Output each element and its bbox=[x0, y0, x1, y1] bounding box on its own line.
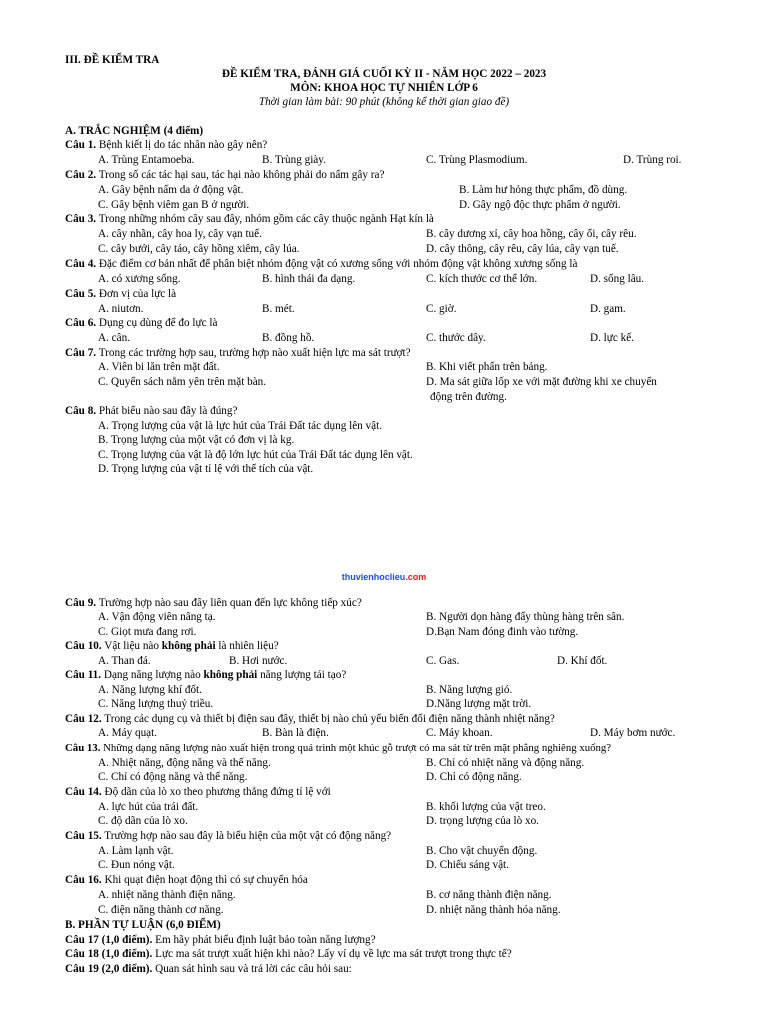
exam-title: ĐỀ KIỂM TRA, ĐÁNH GIÁ CUỐI KỲ II - NĂM HỌC 2022 – 2023 bbox=[221, 68, 547, 80]
q11-option-c: C. Năng lượng thuỷ triều. bbox=[98, 698, 214, 710]
watermark-link[interactable] bbox=[0, 571, 768, 584]
part-a-heading: A. TRẮC NGHIỆM (4 điểm) bbox=[65, 125, 204, 137]
q15-option-d: D. Chiếu sáng vật. bbox=[426, 859, 509, 871]
q3-option-d: D. cây thông, cây rêu, cây lúa, cây vạn tuế. bbox=[426, 243, 619, 255]
q11-option-b: B. Năng lượng gió. bbox=[426, 684, 513, 696]
q16-option-b: B. cơ năng thành điện năng. bbox=[426, 889, 552, 901]
q8-option-b: B. Trọng lượng của một vật có đơn vị là kg. bbox=[98, 434, 295, 446]
q4-option-a: A. có xương sống. bbox=[98, 273, 181, 285]
q8-option-d: D. Trọng lượng của vật tỉ lệ với thể tích của vật. bbox=[98, 463, 314, 475]
q9-option-d: D.Bạn Nam đóng đinh vào tường. bbox=[426, 626, 579, 638]
q16-option-d: D. nhiệt năng thành hóa năng. bbox=[426, 904, 561, 916]
q2-option-b: B. Làm hư hỏng thực phẩm, đồ dùng. bbox=[459, 184, 628, 196]
watermark-part2: .com bbox=[405, 572, 427, 582]
q2-option-c: C. Gây bệnh viêm gan B ở người. bbox=[98, 199, 250, 211]
q14-option-b: B. khối lượng của vật treo. bbox=[426, 801, 546, 813]
q11-option-d: D.Năng lượng mặt trời. bbox=[426, 698, 532, 710]
q1-option-b: B. Trùng giày. bbox=[262, 154, 326, 166]
q6-option-b: B. đồng hồ. bbox=[262, 332, 315, 344]
q10-option-b: B. Hơi nước. bbox=[229, 655, 288, 667]
part-b-heading: B. PHẦN TỰ LUẬN (6,0 ĐIỂM) bbox=[65, 919, 221, 931]
q10-option-c: C. Gas. bbox=[426, 655, 460, 667]
section-heading: III. ĐỀ KIỂM TRA bbox=[65, 54, 160, 66]
question-17: Câu 17 (1,0 điểm). Em hãy phát biểu định luật bảo toàn năng lượng? bbox=[65, 934, 376, 946]
question-18: Câu 18 (1,0 điểm). Lực ma sát trượt xuất hiện khi nào? Lấy ví dụ về lực ma sát trượt trong thực tế? bbox=[65, 948, 512, 960]
question-6: Câu 6. Dụng cụ dùng để đo lực là bbox=[65, 317, 218, 329]
q1-option-d: D. Trùng roi. bbox=[623, 154, 682, 166]
q15-option-b: B. Cho vật chuyển động. bbox=[426, 845, 538, 857]
question-9: Câu 9. Trường hợp nào sau đây liên quan đến lực không tiếp xúc? bbox=[65, 597, 362, 609]
q12-option-c: C. Máy khoan. bbox=[426, 727, 493, 739]
question-11: Câu 11. Dạng năng lượng nào không phải năng lượng tái tạo? bbox=[65, 669, 347, 681]
exam-time: Thời gian làm bài: 90 phút (không kể thời gian giao đề) bbox=[258, 96, 510, 108]
q7-option-b: B. Khi viết phấn trên bảng. bbox=[426, 361, 548, 373]
q4-option-c: C. kích thước cơ thể lớn. bbox=[426, 273, 538, 285]
q9-option-c: C. Giọt mưa đang rơi. bbox=[98, 626, 197, 638]
q10-option-d: D. Khí đốt. bbox=[557, 655, 608, 667]
q4-option-d: D. sống lâu. bbox=[590, 273, 645, 285]
q16-option-a: A. nhiệt năng thành điện năng. bbox=[98, 889, 236, 901]
q5-option-b: B. mét. bbox=[262, 303, 295, 315]
q13-option-a: A. Nhiệt năng, động năng và thế năng. bbox=[98, 757, 271, 769]
q12-option-b: B. Bàn là điện. bbox=[262, 727, 329, 739]
q6-option-c: C. thước dây. bbox=[426, 332, 486, 344]
q14-option-c: C. độ dãn của lò xo. bbox=[98, 815, 188, 827]
q3-option-a: A. cây nhãn, cây hoa ly, cây vạn tuế. bbox=[98, 228, 262, 240]
question-10: Câu 10. Vật liệu nào không phải là nhiên liệu? bbox=[65, 640, 279, 652]
q6-option-a: A. cân. bbox=[98, 332, 130, 344]
exam-subject: MÔN: KHOA HỌC TỰ NHIÊN LỚP 6 bbox=[290, 82, 478, 94]
q10-option-a: A. Than đá. bbox=[98, 655, 151, 667]
question-1: Câu 1. Bệnh kiết lị do tác nhân nào gây nên? bbox=[65, 139, 268, 151]
q5-option-c: C. giờ. bbox=[426, 303, 457, 315]
q9-option-a: A. Vận động viên nâng tạ. bbox=[98, 611, 216, 623]
q13-option-b: B. Chỉ có nhiệt năng và động năng. bbox=[426, 757, 585, 769]
q15-option-c: C. Đun nóng vật. bbox=[98, 859, 175, 871]
q1-option-a: A. Trùng Entamoeba. bbox=[98, 154, 195, 166]
question-13: Câu 13. Những dạng năng lượng nào xuất hiện trong quá trình một khúc gỗ trượt có ma sát từ trên mặt phẳng nghiêng xuống? bbox=[65, 742, 612, 754]
q6-option-d: D. lực kế. bbox=[590, 332, 634, 344]
q4-option-b: B. hình thái đa dạng. bbox=[262, 273, 356, 285]
q12-option-a: A. Máy quạt. bbox=[98, 727, 158, 739]
question-12: Câu 12. Trong các dụng cụ và thiết bị điện sau đây, thiết bị nào chủ yếu biến đổi điện năng thành nhiệt năng? bbox=[65, 713, 555, 725]
watermark-part1: thuvienhoclieu bbox=[341, 572, 406, 582]
q7-option-d-cont: động trên đường. bbox=[430, 391, 507, 403]
q13-option-c: C. Chỉ có động năng và thế năng. bbox=[98, 771, 248, 783]
question-8: Câu 8. Phát biểu nào sau đây là đúng? bbox=[65, 405, 238, 417]
q14-option-d: D. trọng lượng của lò xo. bbox=[426, 815, 539, 827]
question-15: Câu 15. Trường hợp nào sau đây là biểu hiện của một vật có động năng? bbox=[65, 830, 392, 842]
q2-option-d: D. Gây ngộ độc thực phẩm ở người. bbox=[459, 199, 621, 211]
question-19: Câu 19 (2,0 điểm). Quan sát hình sau và trả lời các câu hỏi sau: bbox=[65, 963, 352, 975]
question-7: Câu 7. Trong các trường hợp sau, trường hợp nào xuất hiện lực ma sát trượt? bbox=[65, 347, 411, 359]
q8-option-c: C. Trọng lượng của vật là độ lớn lực hút của Trái Đất tác dụng lên vật. bbox=[98, 449, 413, 461]
q2-option-a: A. Gây bệnh nấm da ở động vật. bbox=[98, 184, 244, 196]
q12-option-d: D. Máy bơm nước. bbox=[590, 727, 676, 739]
q16-option-c: C. điện năng thành cơ năng. bbox=[98, 904, 224, 916]
q7-option-d: D. Ma sát giữa lốp xe với mặt đường khi xe chuyển bbox=[426, 376, 657, 388]
question-14: Câu 14. Độ dãn của lò xo theo phương thẳng đứng tỉ lệ với bbox=[65, 786, 331, 798]
q14-option-a: A. lực hút của trái đất. bbox=[98, 801, 199, 813]
question-4: Câu 4. Đặc điểm cơ bản nhất để phân biệt nhóm động vật có xương sống với nhóm động vật không xương sống là bbox=[65, 258, 578, 270]
question-3: Câu 3. Trong những nhóm cây sau đây, nhóm gồm các cây thuộc ngành Hạt kín là bbox=[65, 213, 434, 225]
question-16: Câu 16. Khi quạt điện hoạt động thì có sự chuyển hóa bbox=[65, 874, 308, 886]
question-2: Câu 2. Trong số các tác hại sau, tác hại nào không phải do nấm gây ra? bbox=[65, 169, 385, 181]
q15-option-a: A. Làm lạnh vật. bbox=[98, 845, 174, 857]
q1-option-c: C. Trùng Plasmodium. bbox=[426, 154, 528, 166]
q7-option-c: C. Quyển sách nằm yên trên mặt bàn. bbox=[98, 376, 267, 388]
q13-option-d: D. Chỉ có động năng. bbox=[426, 771, 522, 783]
q3-option-c: C. cây bưởi, cây táo, cây hồng xiêm, cây lúa. bbox=[98, 243, 300, 255]
q5-option-a: A. niutơn. bbox=[98, 303, 144, 315]
q9-option-b: B. Người dọn hàng đẩy thùng hàng trên sân. bbox=[426, 611, 625, 623]
q5-option-d: D. gam. bbox=[590, 303, 626, 315]
q3-option-b: B. cây dương xỉ, cây hoa hồng, cây ổi, cây rêu. bbox=[426, 228, 637, 240]
question-5: Câu 5. Đơn vị của lực là bbox=[65, 288, 177, 300]
q7-option-a: A. Viên bi lăn trên mặt đất. bbox=[98, 361, 220, 373]
q8-option-a: A. Trọng lượng của vật là lực hút của Trái Đất tác dụng lên vật. bbox=[98, 420, 383, 432]
q11-option-a: A. Năng lượng khí đốt. bbox=[98, 684, 202, 696]
